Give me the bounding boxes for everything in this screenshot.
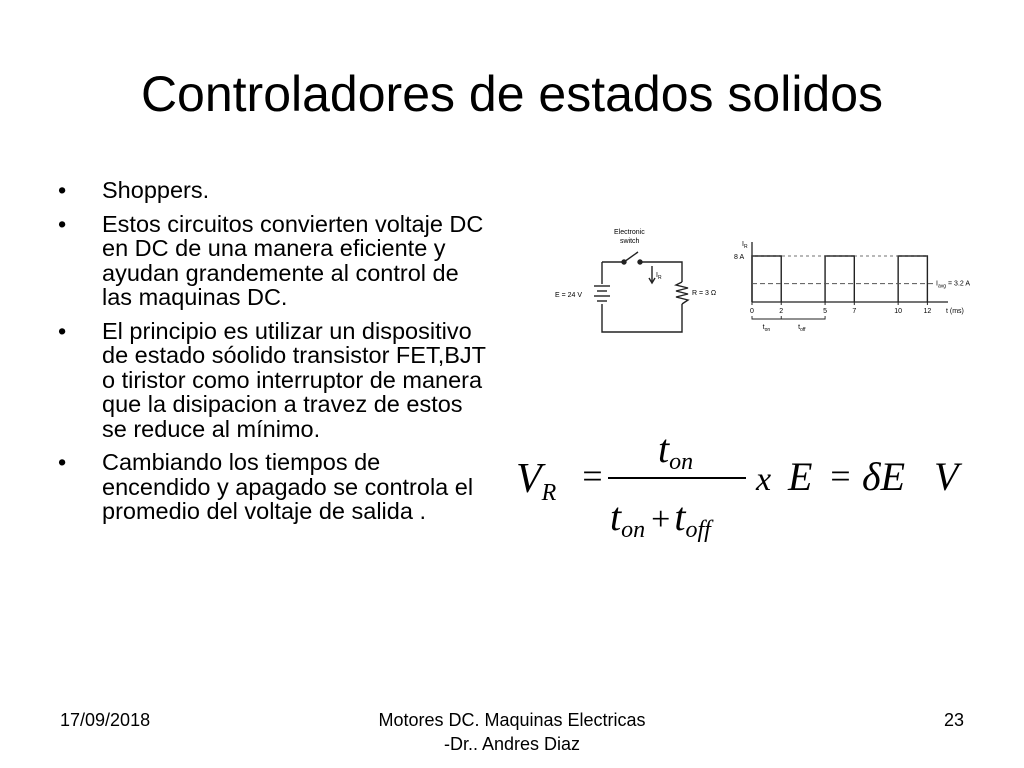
bullet-text: Shoppers. bbox=[102, 177, 210, 203]
formula-numerator: ton bbox=[658, 426, 694, 475]
formula-times: x bbox=[756, 461, 772, 498]
switch-label: Electronic bbox=[614, 229, 645, 236]
formula-unit: V bbox=[934, 454, 959, 499]
bullet-glyph: • bbox=[58, 210, 67, 237]
source-label: E = 24 V bbox=[555, 292, 583, 299]
bullet-text: Estos circuitos convierten voltaje DC en DC de una manera eficiente y ayudan grandemente al control de las maquinas DC. bbox=[102, 210, 484, 310]
toff-label: $t_{off}$ bbox=[798, 324, 806, 333]
duty-cycle-formula bbox=[510, 418, 980, 548]
bullet-item bbox=[58, 450, 488, 524]
formula-delta-E: δE bbox=[862, 454, 906, 499]
x-tick-label: 12 bbox=[923, 308, 932, 315]
footer-title-line: Motores DC. Maquinas Electricas bbox=[378, 710, 646, 730]
bullet-list bbox=[58, 178, 488, 533]
bullet-text: El principio es utilizar un dispositivo de estado sóolido transistor FET,BJT o tiristor como interruptor de manera que la disipacion a travez de estos se reduce al mínimo. bbox=[102, 317, 486, 442]
circuit-wire bbox=[602, 304, 682, 332]
bullet-item bbox=[58, 212, 488, 310]
y-axis-label: $I_R$ bbox=[742, 241, 748, 250]
x-axis-unit: t (ms) bbox=[946, 308, 964, 315]
switch-label: switch bbox=[620, 238, 640, 245]
x-tick-label: 2 bbox=[779, 308, 784, 315]
toff-brace bbox=[781, 316, 825, 319]
footer-title bbox=[330, 708, 694, 756]
x-tick-label: 0 bbox=[750, 308, 754, 315]
formula-E: E bbox=[788, 454, 813, 499]
slide-title: Controladores de estados solidos bbox=[140, 66, 884, 122]
x-tick-label: 7 bbox=[852, 308, 857, 315]
ton-label: $t_{on}$ bbox=[762, 324, 771, 333]
bullet-item bbox=[58, 319, 488, 442]
formula-equals: = bbox=[828, 456, 853, 496]
formula-lhs: VR bbox=[516, 456, 557, 506]
footer-page-number: 23 bbox=[943, 710, 964, 730]
bullet-text: Cambiando los tiempos de encendido y apagado se controla el promedio del voltaje de salida . bbox=[102, 449, 474, 524]
formula-denominator: ton + toff bbox=[610, 494, 711, 543]
switch-contact bbox=[622, 260, 626, 264]
bullet-glyph: • bbox=[58, 177, 67, 203]
x-tick-label: 10 bbox=[894, 308, 903, 315]
bullet-item bbox=[58, 178, 488, 203]
current-label: $I_R$ bbox=[656, 272, 662, 281]
bullet-glyph: • bbox=[58, 449, 67, 475]
current-pulse bbox=[825, 256, 854, 302]
bullet-glyph: • bbox=[58, 317, 67, 344]
formula-equals: = bbox=[580, 456, 605, 496]
resistor-label: R = 3 Ω bbox=[692, 290, 717, 297]
footer-date: 17/09/2018 bbox=[60, 710, 151, 730]
x-tick-label: 5 bbox=[823, 308, 828, 315]
ton-brace bbox=[752, 316, 781, 319]
average-label: $I_{avg} = 3.2$ A bbox=[936, 280, 971, 290]
level-label: 8 A bbox=[734, 254, 745, 261]
current-pulse bbox=[752, 256, 781, 302]
chopper-circuit bbox=[594, 252, 688, 332]
switch-contact bbox=[638, 260, 642, 264]
current-pulse bbox=[898, 256, 927, 302]
resistor-symbol bbox=[676, 282, 688, 304]
footer-title-line: -Dr.. Andres Diaz bbox=[443, 734, 581, 754]
waveform-plot bbox=[734, 241, 970, 333]
chopper-figure bbox=[552, 222, 992, 344]
